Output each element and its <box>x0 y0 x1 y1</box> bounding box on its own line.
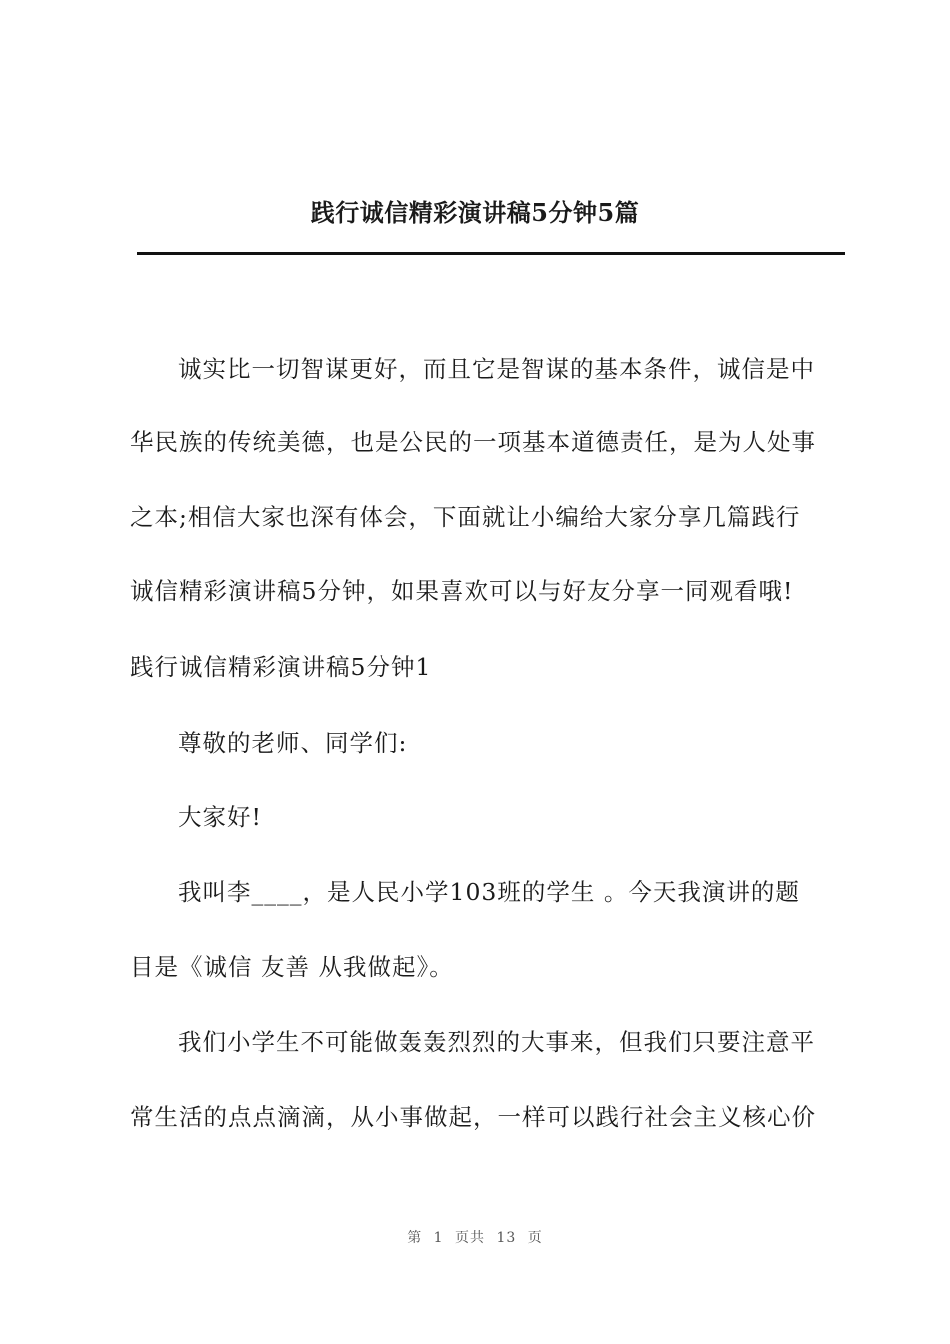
paragraph-line: 常生活的点点滴滴，从小事做起，一样可以践行社会主义核心价 <box>130 1103 816 1131</box>
page-footer: 第 1 页共 13 页 <box>407 1230 543 1246</box>
paragraph-line: 目是《诚信 友善 从我做起》。 <box>130 953 454 981</box>
paragraph-line: 诚信精彩演讲稿5分钟，如果喜欢可以与好友分享一同观看哦! <box>130 577 794 605</box>
paragraph-line: 华民族的传统美德，也是公民的一项基本道德责任，是为人处事 <box>130 428 816 456</box>
document-title: 践行诚信精彩演讲稿5分钟5篇 <box>310 198 640 227</box>
greeting: 大家好! <box>178 803 262 831</box>
salutation: 尊敬的老师、同学们: <box>178 729 408 757</box>
paragraph-line: 我叫李____，是人民小学103班的学生 。今天我演讲的题 <box>178 878 800 906</box>
paragraph-line: 之本;相信大家也深有体会，下面就让小编给大家分享几篇践行 <box>130 503 801 531</box>
section-heading: 践行诚信精彩演讲稿5分钟1 <box>130 653 432 681</box>
title-divider <box>137 252 845 255</box>
paragraph-line: 我们小学生不可能做轰轰烈烈的大事来，但我们只要注意平 <box>178 1028 815 1056</box>
paragraph-line: 诚实比一切智谋更好，而且它是智谋的基本条件，诚信是中 <box>178 355 815 383</box>
